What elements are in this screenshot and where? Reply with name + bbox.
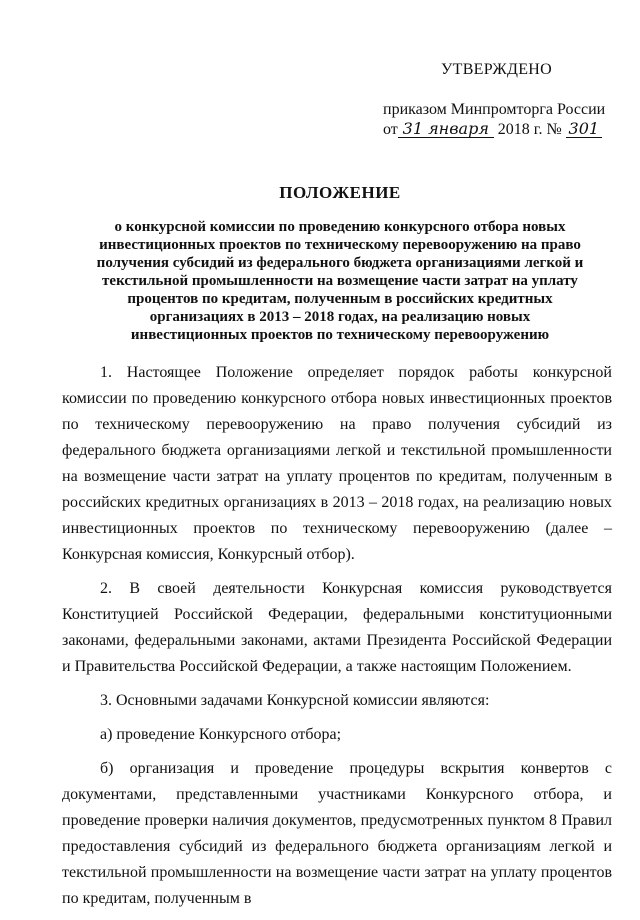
- handwritten-date: 31 января: [398, 121, 494, 138]
- order-reference: приказом Минпромторга России: [383, 101, 606, 118]
- approved-label: УТВЕРЖДЕНО: [441, 61, 553, 78]
- order-year: 2018 г. №: [497, 121, 562, 138]
- paragraph-3: 3. Основными задачами Конкурсной комиссии являются:: [100, 692, 490, 709]
- document-title: ПОЛОЖЕНИЕ: [279, 183, 401, 202]
- paragraph-1: 1. Настоящее Положение определяет порядок работы конкурсной комиссии по проведению конкурсного отбора новых инвестиционных проектов по техническому перевооружению на право получения субсидий из федерального бюджета организациями легкой и текстильной промышленности на возмещение части затрат на уплату процентов по кредитам, полученным в российских кредитных организациях в 2013 – 2018 годах, на реализацию новых инвестиционных проектов по техническому перевооружению (далее – Конкурсная комиссия, Конкурсный отбор).: [62, 364, 612, 563]
- paragraph-3a: а) проведение Конкурсного отбора;: [100, 726, 342, 743]
- document-subtitle: о конкурсной комиссии по проведению конкурсного отбора новых инвестиционных проектов по техническому перевооружению на право получения субсидий из федерального бюджета организациями легкой и текстильной промышленности на возмещение части затрат на уплату процентов по кредитам, полученным в российских кредитных организациях в 2013 – 2018 годах, на реализацию новых инвестиционных проектов по техническому перевооружению: [96, 219, 584, 343]
- document-heading: [80, 182, 600, 344]
- date-prefix: от: [383, 121, 398, 138]
- handwritten-order-number: 301: [566, 121, 602, 138]
- order-date-line: [383, 120, 623, 140]
- approval-stamp: [383, 60, 623, 140]
- paragraph-2: 2. В своей деятельности Конкурсная комиссия руководствуется Конституцией Российской Федерации, федеральными конституционными законами, федеральными законами, актами Президента Российской Федерации и Правительства Российской Федерации, а также настоящим Положением.: [62, 580, 612, 675]
- paragraph-3b: б) организация и проведение процедуры вскрытия конвертов с документами, представленными участниками Конкурсного отбора, и проведение проверки наличия документов, предусмотренных пунктом 8 Правил предоставления субсидий из федерального бюджета организациям легкой и текстильной промышленности на возмещение части затрат на уплату процентов по кредитам, полученным в: [62, 760, 612, 907]
- document-body: [62, 360, 612, 920]
